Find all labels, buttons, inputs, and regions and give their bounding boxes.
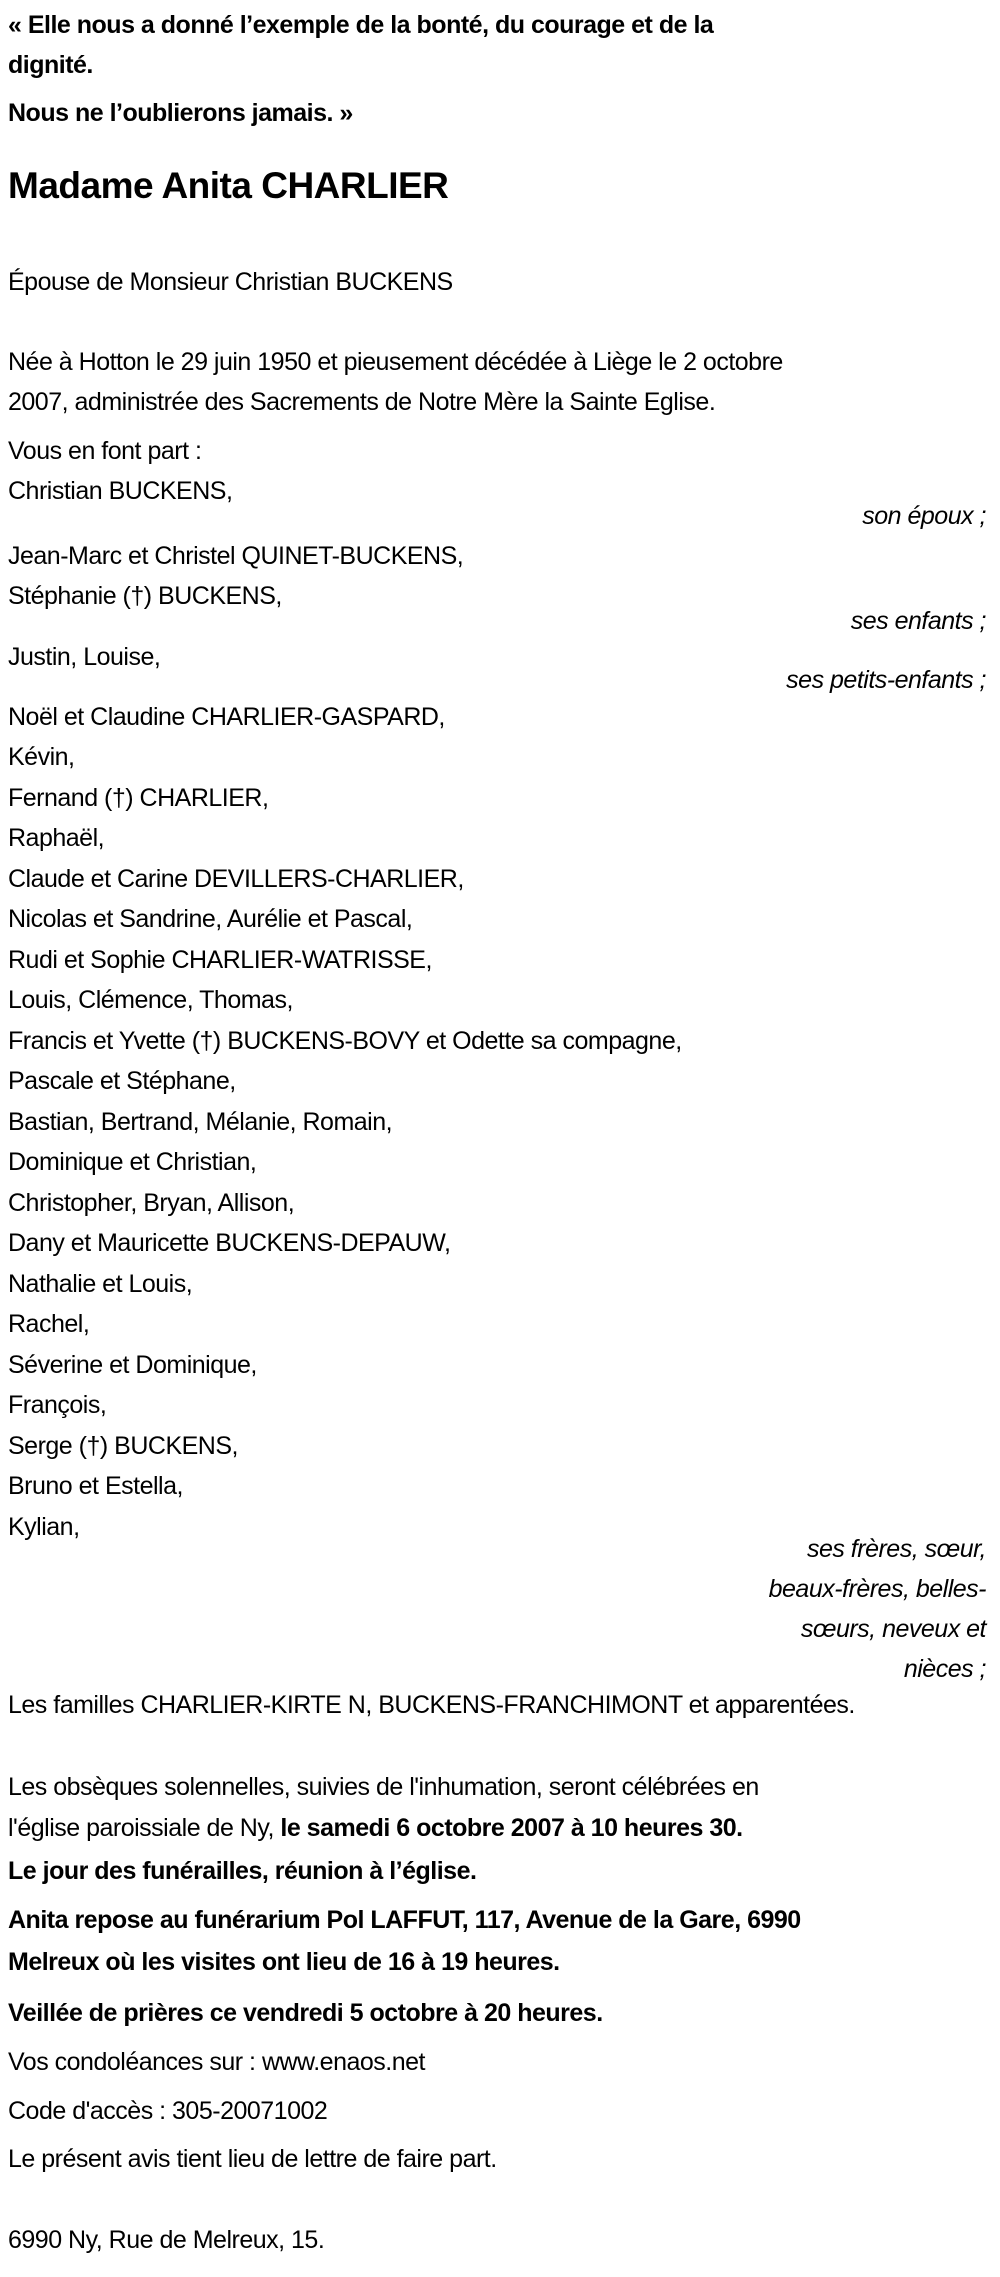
children-relation-label: ses enfants ; — [850, 607, 986, 635]
sibling-name: Noël et Claudine CHARLIER-GASPARD, — [8, 703, 445, 731]
service-line: Les obsèques solennelles, suivies de l'inhumation, seront célébrées en — [8, 1773, 759, 1801]
repose-line-1: Anita repose au funérarium Pol LAFFUT, 117, Avenue de la Gare, 6990 — [8, 1906, 801, 1934]
condolences-line: Vos condoléances sur : www.enaos.net — [8, 2048, 425, 2076]
sibling-name: Fernand (†) CHARLIER, — [8, 784, 269, 812]
service-date-line — [8, 1813, 986, 1844]
sibling-name: Claude et Carine DEVILLERS-CHARLIER, — [8, 865, 464, 893]
child-name-1: Jean-Marc et Christel QUINET-BUCKENS, — [8, 542, 464, 570]
address-line: 6990 Ny, Rue de Melreux, 15. — [8, 2226, 325, 2254]
sibling-name: Francis et Yvette (†) BUCKENS-BOVY et Odette sa compagne, — [8, 1027, 682, 1055]
deceased-name: Madame Anita CHARLIER — [8, 165, 449, 206]
grandchildren-names: Justin, Louise, — [8, 643, 161, 671]
sibling-name: Pascale et Stéphane, — [8, 1067, 236, 1095]
sibling-name: Nathalie et Louis, — [8, 1270, 193, 1298]
sibling-name: Séverine et Dominique, — [8, 1351, 257, 1379]
siblings-relation-label-2: beaux-frères, belles- — [768, 1575, 986, 1603]
spouse-relation-label: son époux ; — [862, 502, 986, 530]
sibling-name: Louis, Clémence, Thomas, — [8, 986, 293, 1014]
sibling-name: Raphaël, — [8, 824, 105, 852]
sibling-name: Christopher, Bryan, Allison, — [8, 1189, 295, 1217]
siblings-relation-label-3: sœurs, neveux et — [800, 1615, 986, 1643]
epitaph-line-3: Nous ne l’oublierons jamais. » — [8, 99, 353, 127]
grandchildren-relation-label: ses petits-enfants ; — [786, 666, 986, 694]
sibling-name: Bastian, Bertrand, Mélanie, Romain, — [8, 1108, 393, 1136]
sibling-name: Nicolas et Sandrine, Aurélie et Pascal, — [8, 905, 413, 933]
spouse-of-line: Épouse de Monsieur Christian BUCKENS — [8, 268, 453, 296]
gathering-line: Le jour des funérailles, réunion à l’église. — [8, 1857, 477, 1885]
notice-line: Le présent avis tient lieu de lettre de faire part. — [8, 2145, 497, 2173]
siblings-relation-label-4: nièces ; — [903, 1655, 986, 1683]
sibling-name: Kévin, — [8, 743, 75, 771]
epitaph-line-1: « Elle nous a donné l’exemple de la bonté, du courage et de la — [8, 11, 714, 39]
child-name-2: Stéphanie (†) BUCKENS, — [8, 582, 282, 610]
announcement-intro: Vous en font part : — [8, 437, 202, 465]
birth-death-line-2: 2007, administrée des Sacrements de Notre Mère la Sainte Eglise. — [8, 388, 716, 416]
birth-death-line-1: Née à Hotton le 29 juin 1950 et pieusement décédée à Liège le 2 octobre — [8, 348, 783, 376]
sibling-name: Bruno et Estella, — [8, 1472, 183, 1500]
epitaph-line-2: dignité. — [8, 51, 93, 79]
sibling-name: Dany et Mauricette BUCKENS-DEPAUW, — [8, 1229, 451, 1257]
siblings-relation-label-1: ses frères, sœur, — [806, 1535, 986, 1563]
access-code-line: Code d'accès : 305-20071002 — [8, 2097, 328, 2125]
service-church-text: l'église paroissiale de Ny, — [8, 1814, 281, 1842]
vigil-line: Veillée de prières ce vendredi 5 octobre à 20 heures. — [8, 1999, 603, 2027]
sibling-name: Dominique et Christian, — [8, 1148, 257, 1176]
repose-line-2: Melreux où les visites ont lieu de 16 à 19 heures. — [8, 1948, 560, 1976]
service-datetime-text: le samedi 6 octobre 2007 à 10 heures 30. — [280, 1814, 743, 1842]
spouse-name: Christian BUCKENS, — [8, 477, 233, 505]
sibling-name: François, — [8, 1391, 107, 1419]
sibling-name: Rachel, — [8, 1310, 90, 1338]
sibling-name: Rudi et Sophie CHARLIER-WATRISSE, — [8, 946, 432, 974]
families-line: Les familles CHARLIER-KIRTE N, BUCKENS-FRANCHIMONT et apparentées. — [8, 1691, 855, 1719]
sibling-name: Kylian, — [8, 1513, 80, 1541]
sibling-name: Serge (†) BUCKENS, — [8, 1432, 238, 1460]
